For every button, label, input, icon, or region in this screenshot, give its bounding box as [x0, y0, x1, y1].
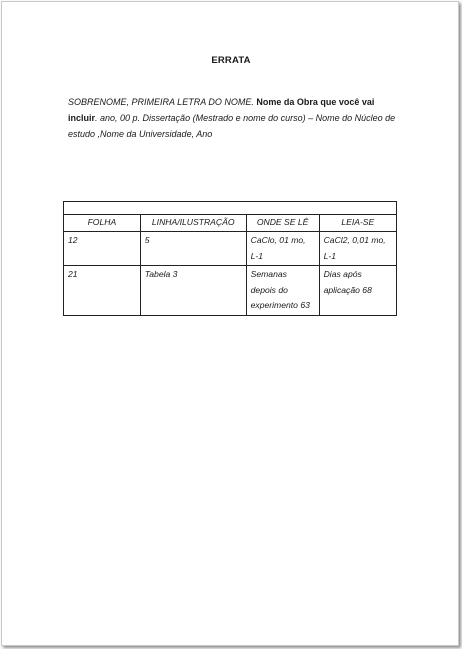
table-row — [64, 266, 397, 316]
errata-table — [63, 201, 397, 316]
header-leia-se: LEIA-SE — [319, 215, 396, 232]
table-caption-row — [64, 202, 397, 215]
header-onde-se-le: ONDE SE LÊ — [246, 215, 319, 232]
cell-onde-se-le: CaClo, 01 mo, L-1 — [246, 232, 319, 266]
cell-folha: 21 — [64, 266, 141, 316]
cell-leia-se: Dias após aplicação 68 — [319, 266, 396, 316]
reference-paragraph — [68, 94, 398, 142]
header-folha: FOLHA — [64, 215, 141, 232]
cell-linha: 5 — [140, 232, 246, 266]
reference-work-title: Nome da Obra que você vai incluir — [68, 97, 375, 123]
cell-linha: Tabela 3 — [140, 266, 246, 316]
reference-author: SOBRENOME, PRIMEIRA LETRA DO NOME. — [68, 97, 254, 107]
reference-details: . ano, 00 p. Dissertação (Mestrado e nome do curso) – Nome do Núcleo de estudo ,Nome da Universidade, Ano — [68, 113, 396, 139]
table-header-row — [64, 215, 397, 232]
cell-onde-se-le: Semanas depois do experimento 63 — [246, 266, 319, 316]
cell-leia-se: CaCl2, 0,01 mo, L-1 — [319, 232, 396, 266]
cell-folha: 12 — [64, 232, 141, 266]
page-title: ERRATA — [211, 55, 251, 66]
header-linha-ilustracao: LINHA/ILUSTRAÇÃO — [140, 215, 246, 232]
table-row — [64, 232, 397, 266]
table-caption-cell — [64, 202, 397, 215]
